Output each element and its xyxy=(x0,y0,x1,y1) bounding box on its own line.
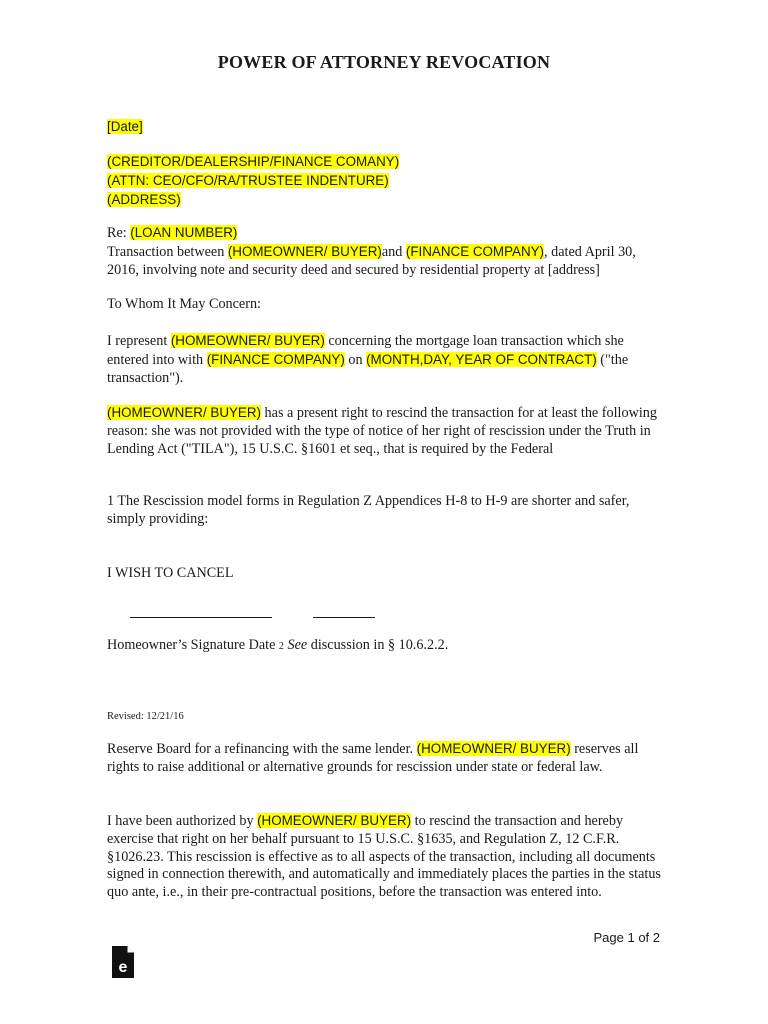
signature-line xyxy=(130,617,272,618)
para1-text3: on xyxy=(344,351,367,368)
signature-label: Homeowner’s Signature Date xyxy=(107,637,279,653)
para3-text2: reserves all rights to raise additional or alternative grounds for rescission under state or federal law. xyxy=(107,741,639,775)
re-line xyxy=(107,224,662,279)
document-title: POWER OF ATTORNEY REVOCATION xyxy=(217,52,551,72)
para3-text1: Reserve Board for a refinancing with the same lender. xyxy=(107,741,417,757)
re-text2: and xyxy=(381,243,406,260)
paragraph-represent xyxy=(107,332,662,387)
date-placeholder xyxy=(107,118,662,137)
recipient-line1: (CREDITOR/DEALERSHIP/FINANCE COMANY) xyxy=(107,154,400,169)
recipient-line3: (ADDRESS) xyxy=(107,191,181,207)
date-field: [Date] xyxy=(107,119,143,134)
page-number: Page 1 of 2 xyxy=(593,930,660,945)
para1-text1: I represent xyxy=(107,333,171,349)
see-italic: See xyxy=(287,637,308,653)
homeowner-field: (HOMEOWNER/ BUYER) xyxy=(107,405,261,420)
homeowner-field: (HOMEOWNER/ BUYER) xyxy=(257,813,412,828)
para1-text4: ("the transaction"). xyxy=(107,351,629,386)
logo-letter: e xyxy=(118,959,128,976)
recipient-address xyxy=(107,153,662,209)
revised-date: Revised: 12/21/16 xyxy=(107,711,184,722)
re-text1: Transaction between xyxy=(107,243,228,260)
cancel-heading: I WISH TO CANCEL xyxy=(107,565,234,581)
re-prefix: Re: xyxy=(107,225,131,241)
para4-text1: I have been authorized by xyxy=(107,813,258,829)
recipient-line2: (ATTN: CEO/CFO/RA/TRUSTEE INDENTURE) xyxy=(107,172,389,188)
para2-text1: has a present right to rescind the transaction for at least the following reason: she was not provided with the type of notice of her right of rescission under the Truth in Lending Act ("TILA"), 15 U.S.C. §1601 et seq., that is required by the Federal xyxy=(107,405,657,457)
paragraph-rescind-right xyxy=(107,404,662,458)
contract-date-field: (MONTH,DAY, YEAR OF CONTRACT) xyxy=(366,351,597,367)
homeowner-field: (HOMEOWNER/ BUYER) xyxy=(416,741,571,756)
loan-number-field: (LOAN NUMBER) xyxy=(130,225,238,240)
footnote-number: 2 xyxy=(278,641,284,652)
homeowner-field: (HOMEOWNER/ BUYER) xyxy=(227,243,382,259)
eforms-logo-icon xyxy=(110,945,136,979)
homeowner-field: (HOMEOWNER/ BUYER) xyxy=(170,333,325,348)
finance-company-field: (FINANCE COMPANY) xyxy=(206,351,345,367)
para1-text2: concerning the mortgage loan transaction which she entered into with xyxy=(107,333,624,368)
discussion-text: discussion in § 10.6.2.2. xyxy=(307,637,449,653)
date-line xyxy=(313,617,375,618)
para4-text2: to rescind the transaction and hereby exercise that right on her behalf pursuant to 15 U.S.C. §1635, and Regulation Z, 12 C.F.R. §1026.23. This rescission is effective as to all aspects of the transaction, including all documents signed in connection therewith, and automatically and immediately places the parties in the status quo ante, i.e., in their pre-contractual positions, before the transaction was entered into. xyxy=(107,813,661,901)
signature-caption xyxy=(107,637,662,656)
finance-company-field: (FINANCE COMPANY) xyxy=(405,243,545,259)
footnote-1: 1 The Rescission model forms in Regulation Z Appendices H-8 to H-9 are shorter and safer, simply providing: xyxy=(107,493,630,527)
re-text3: , dated April 30, 2016, involving note and security deed and secured by residential property at [address] xyxy=(107,243,636,278)
salutation: To Whom It May Concern: xyxy=(107,296,261,312)
paragraph-authorized xyxy=(107,812,662,902)
paragraph-reserve xyxy=(107,740,662,777)
